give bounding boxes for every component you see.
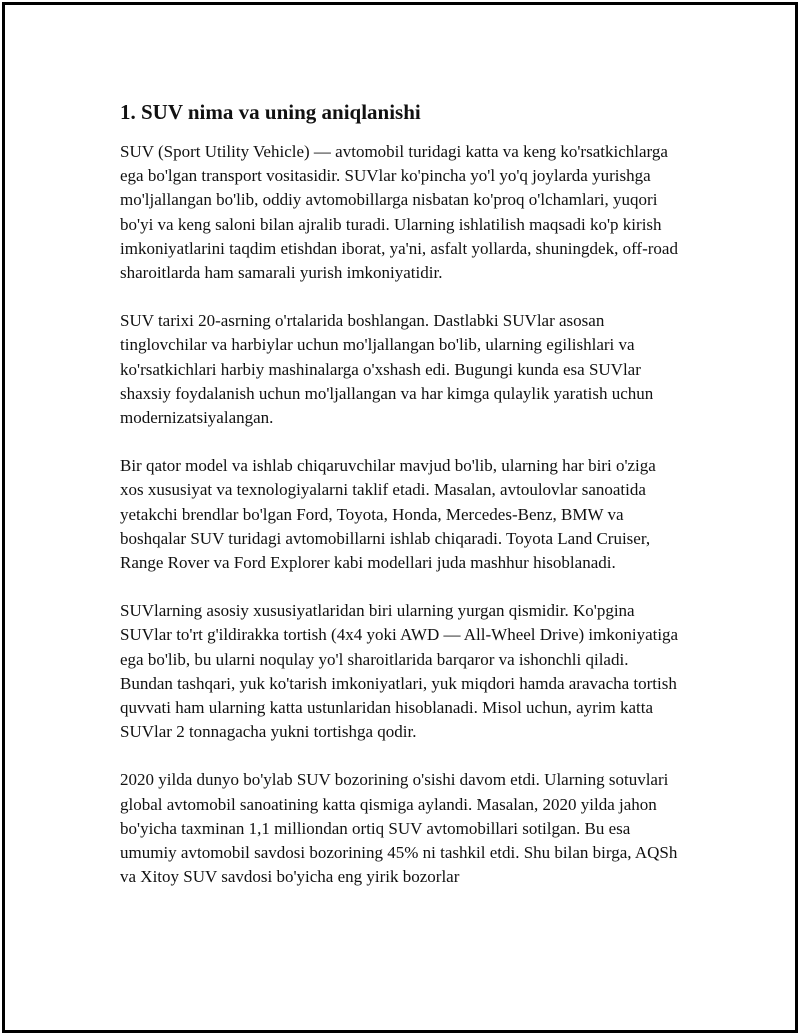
section-heading: 1. SUV nima va uning aniqlanishi bbox=[120, 100, 421, 124]
paragraph-market: 2020 yilda dunyo bo'ylab SUV bozorining o'sishi davom etdi. Ularning sotuvlari global avtomobil sanoatining katta qismiga aylandi. Masalan, 2020 yilda jahon bo'yicha taxminan 1,1 milliondan ortiq SUV avtomobillari sotilgan. Bu esa umumiy avtomobil savdosi bozorining 45% ni tashkil etdi. Shu bilan birga, AQSh va Xitoy SUV savdosi bo'yicha eng yirik bozorlar bbox=[120, 770, 678, 887]
paragraph-features: SUVlarning asosiy xususiyatlaridan biri ularning yurgan qismidir. Ko'pgina SUVlar to'rt g'ildirakka tortish (4x4 yoki AWD — All-Wheel Drive) imkoniyatiga ega bo'lib, bu ularni noqulay yo'l sharoitlarida barqaror va ishonchli qiladi. Bundan tashqari, yuk ko'tarish imkoniyatlari, yuk miqdori hamda aravacha tortish quvvati ham ularning katta ustunlaridan hisoblanadi. Misol uchun, ayrim katta SUVlar 2 tonnagacha yukni tortishga qodir. bbox=[120, 601, 679, 742]
document-page bbox=[2, 2, 798, 1033]
paragraph-definition: SUV (Sport Utility Vehicle) — avtomobil turidagi katta va keng ko'rsatkichlarga ega bo'lgan transport vositasidir. SUVlar ko'pincha yo'l yo'q joylarda yurishga mo'ljallangan bo'lib, oddiy avtomobillarga nisbatan ko'proq o'lchamlari, yuqori bo'yi va keng saloni bilan ajralib turadi. Ularning ishlatilish maqsadi ko'p kirish imkoniyatlarini taqdim etishdan iborat, ya'ni, asfalt yollarda, shuningdek, off-road sharoitlarda ham samarali yurish imkoniyatidir. bbox=[120, 142, 678, 283]
paragraph-history: SUV tarixi 20-asrning o'rtalarida boshlangan. Dastlabki SUVlar asosan tinglovchilar va harbiylar uchun mo'ljallangan bo'lib, ularning egilishlari va ko'rsatkichlari harbiy mashinalarga o'xshash edi. Bugungi kunda esa SUVlar shaxsiy foydalanish uchun mo'ljallangan va har kimga qulaylik yaratish uchun modernizatsiyalangan. bbox=[120, 311, 654, 428]
paragraph-manufacturers: Bir qator model va ishlab chiqaruvchilar mavjud bo'lib, ularning har biri o'ziga xos xususiyat va texnologiyalarni taklif etadi. Masalan, avtoulovlar sanoatida yetakchi brendlar bo'lgan Ford, Toyota, Honda, Mercedes-Benz, BMW va boshqalar SUV turidagi avtomobillarni ishlab chiqaradi. Toyota Land Cruiser, Range Rover va Ford Explorer kabi modellari juda mashhur hisoblanadi. bbox=[120, 456, 656, 573]
document-body bbox=[120, 99, 680, 913]
